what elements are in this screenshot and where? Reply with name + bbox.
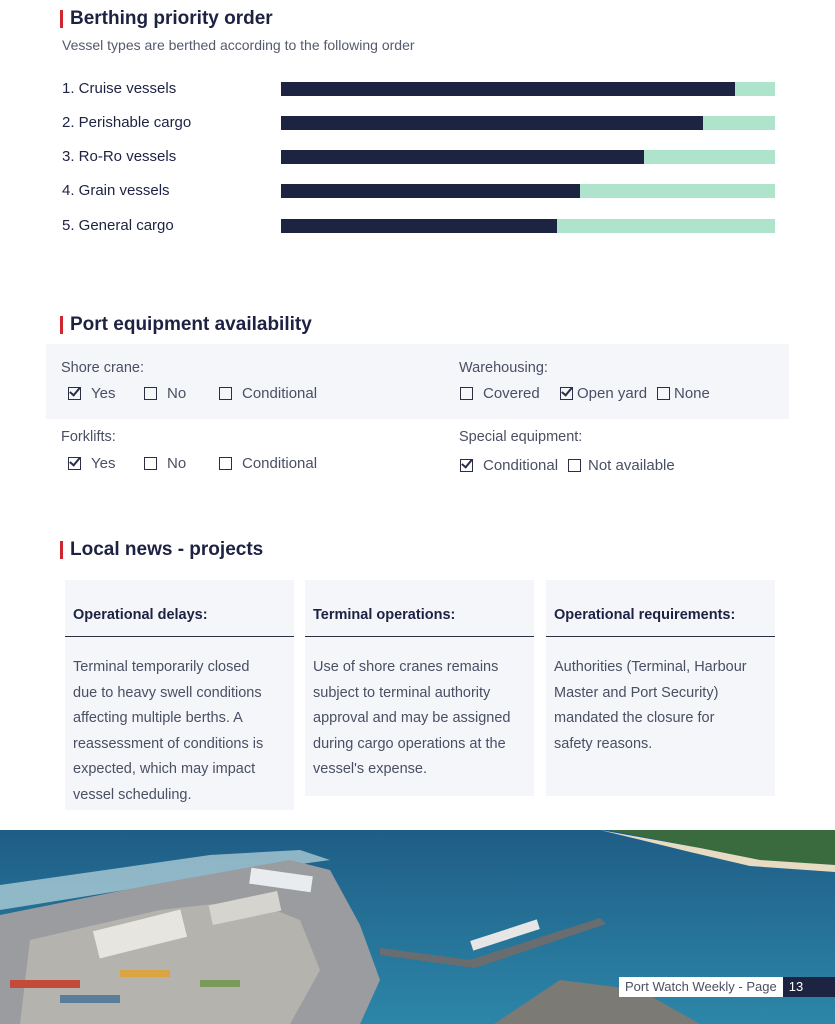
equipment-title: Port equipment availability [70,314,312,335]
news-section-title [60,539,263,561]
title-accent-bar [60,10,63,28]
priority-row [62,147,775,167]
checkbox[interactable] [219,387,232,400]
title-accent-bar [60,316,63,334]
priority-bar-track [281,150,775,164]
warehousing-covered-option[interactable] [460,385,540,402]
special-not-available-option[interactable] [568,457,675,474]
shore-crane-no-option[interactable] [144,385,186,402]
body-line: safety reasons. [554,735,653,752]
shore-crane-label: Shore crane: [61,360,145,376]
warehousing-none-option[interactable] [657,385,710,402]
equipment-section-title [60,314,312,336]
option-label: Open yard [577,385,648,402]
option-label: Conditional [242,385,318,402]
checkbox[interactable] [460,387,473,400]
checkbox[interactable] [144,457,157,470]
option-label: Yes [91,385,116,402]
news-title: Local news - projects [70,539,264,560]
body-line: due to heavy swell conditions [73,684,262,701]
footer-page-number: 13 [783,977,835,997]
priority-row [62,181,775,201]
body-line: affecting multiple berths. A [73,710,243,726]
priority-bar-fill [281,150,644,164]
priority-bar-fill [281,116,703,130]
option-label: None [674,385,710,402]
checkbox[interactable] [68,387,81,400]
option-label: Conditional [483,457,559,474]
news-card [305,580,534,796]
shore-crane-conditional-option[interactable] [219,385,317,402]
body-line: approval and may be assigned [313,710,511,726]
news-card-body [305,637,534,791]
warehousing-label: Warehousing: [459,360,548,376]
priority-bar-fill [281,82,735,96]
news-card-heading: Operational requirements: [546,580,775,637]
priority-bar-fill [281,219,557,233]
equipment-row-band [46,344,789,419]
option-label: Conditional [242,455,318,472]
priority-label: 4. Grain vessels [62,182,170,199]
priority-bar-track [281,219,775,233]
forklifts-yes-option[interactable] [68,455,115,472]
priority-subtitle: Vessel types are berthed according to the following order [62,37,415,53]
news-card-heading: Terminal operations: [305,580,534,637]
forklifts-no-option[interactable] [144,455,186,472]
checkbox[interactable] [657,387,670,400]
forklifts-label: Forklifts: [61,429,116,445]
body-line: subject to terminal authority [313,684,491,701]
body-line: reassessment of conditions is [73,735,264,752]
body-line: Master and Port Security) [554,684,719,701]
news-card-heading: Operational delays: [65,580,294,637]
priority-bar-track [281,82,775,96]
checkbox[interactable] [568,459,581,472]
checkbox[interactable] [460,459,473,472]
body-line: Use of shore cranes remains [313,659,499,675]
news-card [546,580,775,796]
option-label: No [167,455,187,472]
priority-label: 2. Perishable cargo [62,114,192,131]
priority-row [62,79,775,99]
body-line: Terminal temporarily closed [73,659,250,675]
option-label: Covered [483,385,540,402]
body-line: vessel's expense. [313,761,427,777]
special-equipment-label: Special equipment: [459,429,583,445]
priority-label: 1. Cruise vessels [62,80,177,97]
priority-section-title [60,8,273,30]
body-line: vessel scheduling. [73,786,192,803]
footer-publication-text: Port Watch Weekly - Page [619,977,783,997]
body-line: mandated the closure for [554,710,715,726]
title-accent-bar [60,541,63,559]
body-line: during cargo operations at the [313,735,506,752]
footer-page-tag [619,977,835,997]
checkbox[interactable] [219,457,232,470]
option-label: No [167,385,187,402]
shore-crane-yes-option[interactable] [68,385,115,402]
news-card [65,580,294,810]
body-line: expected, which may impact [73,761,256,777]
forklifts-conditional-option[interactable] [219,455,317,472]
priority-bar-track [281,184,775,198]
priority-row [62,216,775,236]
priority-row [62,113,775,133]
body-line: Authorities (Terminal, Harbour [554,659,747,675]
warehousing-open-yard-option[interactable] [560,385,647,402]
special-conditional-option[interactable] [460,457,558,474]
option-label: Not available [588,457,675,474]
news-card-body [546,637,775,765]
priority-label: 5. General cargo [62,217,174,234]
news-card-body [65,637,294,816]
priority-bar-track [281,116,775,130]
checkbox[interactable] [68,457,81,470]
checkbox[interactable] [144,387,157,400]
priority-title: Berthing priority order [70,8,273,29]
option-label: Yes [91,455,116,472]
priority-bar-fill [281,184,580,198]
priority-label: 3. Ro-Ro vessels [62,148,177,165]
checkbox[interactable] [560,387,573,400]
